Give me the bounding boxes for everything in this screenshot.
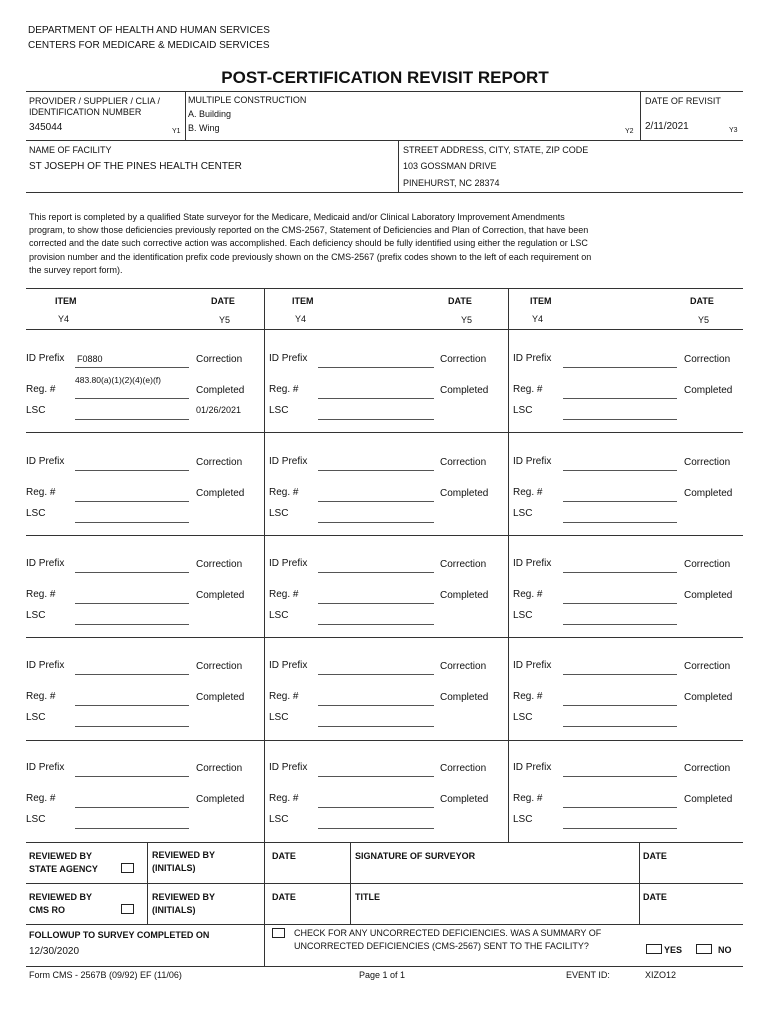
column-date-header: DATE [448,296,472,306]
reg-label: Reg. # [269,589,299,600]
reviewed-by-cms-label-2: CMS RO [29,905,65,915]
reg-field[interactable] [318,705,434,706]
lsc-field[interactable] [563,726,677,727]
y4-code: Y4 [58,314,70,324]
id-prefix-field[interactable] [75,572,189,573]
facility-name-label: NAME OF FACILITY [29,145,112,155]
form-id: Form CMS - 2567B (09/92) EF (11/06) [29,970,182,980]
description-line-1: This report is completed by a qualified State surveyor for the Medicare, Medicaid and/or Clinical Laboratory Improvement Amendments [29,212,565,222]
lsc-field[interactable] [75,828,189,829]
column-date-header: DATE [690,296,714,306]
y2-code: Y2 [625,128,634,135]
provider-id-label-line1: PROVIDER / SUPPLIER / CLIA / [29,96,161,106]
description-line-4: provision number and the identification prefix code previously shown on the CMS-2567 (prefix codes shown to the left of each requirement on [29,251,592,262]
y4-code: Y4 [532,314,544,324]
y1-code: Y1 [172,128,181,135]
reg-label: Reg. # [513,691,543,702]
reg-label: Reg. # [513,793,543,804]
id-prefix-label: ID Prefix [26,660,65,671]
address-line-1[interactable]: 103 GOSSMAN DRIVE [403,161,497,171]
address-label: STREET ADDRESS, CITY, STATE, ZIP CODE [403,145,589,155]
id-prefix-label: ID Prefix [269,762,308,773]
correction-label: Correction [684,763,731,774]
cms-date-label: DATE [272,892,296,902]
reg-label: Reg. # [269,691,299,702]
reg-field[interactable] [318,501,434,502]
reg-label: Reg. # [269,487,299,498]
reg-label: Reg. # [26,487,56,498]
id-prefix-field[interactable] [563,572,677,573]
lsc-label: LSC [513,814,533,825]
reg-field[interactable] [318,398,434,399]
signature-date-label: DATE [643,851,667,861]
lsc-label: LSC [26,712,46,723]
wing-label[interactable]: B. Wing [188,123,220,133]
completed-label: Completed [440,590,489,601]
correction-label: Correction [440,661,487,672]
entry-reg-value[interactable]: 483.80(a)(1)(2)(4)(e)(f) [75,375,161,385]
completed-label: Completed [684,488,733,499]
completed-label: Completed [196,488,245,499]
id-prefix-label: ID Prefix [513,558,552,569]
reg-label: Reg. # [513,487,543,498]
lsc-label: LSC [513,712,533,723]
page-number: Page 1 of 1 [359,970,406,980]
reg-label: Reg. # [269,793,299,804]
lsc-field[interactable] [75,726,189,727]
reg-field[interactable] [318,807,434,808]
reg-label: Reg. # [513,589,543,600]
column-item-header: ITEM [530,296,552,306]
facility-name-value[interactable]: ST JOSEPH OF THE PINES HEALTH CENTER [29,161,242,172]
lsc-label: LSC [269,712,289,723]
provider-id-label-line2: IDENTIFICATION NUMBER [29,107,142,117]
id-prefix-label: ID Prefix [513,456,552,467]
lsc-label: LSC [513,508,533,519]
column-item-header: ITEM [292,296,314,306]
reviewed-cms-initials-label-1: REVIEWED BY [152,892,216,902]
correction-label: Correction [440,763,487,774]
id-prefix-field[interactable] [75,776,189,777]
reg-field[interactable] [563,807,677,808]
lsc-field[interactable] [563,419,677,420]
completed-label: Completed [440,794,489,805]
reg-field[interactable] [563,705,677,706]
id-prefix-label: ID Prefix [26,353,65,364]
completed-label: Completed [440,488,489,499]
reviewed-cms-initials-label-2: (INITIALS) [152,905,196,915]
correction-label: Correction [196,559,243,570]
description-paragraph [29,211,591,277]
lsc-field[interactable] [563,828,677,829]
reg-label: Reg. # [513,384,543,395]
address-line-2[interactable]: PINEHURST, NC 28374 [403,178,500,188]
reg-field[interactable] [75,501,189,502]
event-id-label: EVENT ID: [566,970,610,980]
agency-line-2: CENTERS FOR MEDICARE & MEDICAID SERVICES [28,40,270,51]
reg-label: Reg. # [26,384,56,395]
completed-label: Completed [196,692,245,703]
reg-label: Reg. # [26,691,56,702]
building-label[interactable]: A. Building [188,109,232,119]
y5-code: Y5 [461,315,473,325]
correction-label: Correction [196,661,243,672]
y4-code: Y4 [295,314,307,324]
lsc-field[interactable] [563,624,677,625]
reg-field[interactable] [75,807,189,808]
id-prefix-label: ID Prefix [269,456,308,467]
reg-field[interactable] [75,603,189,604]
id-prefix-label: ID Prefix [269,660,308,671]
completed-label: Completed [684,794,733,805]
followup-value[interactable]: 12/30/2020 [29,946,80,957]
correction-label: Correction [196,763,243,774]
event-id-value: XIZO12 [645,970,677,980]
lsc-label: LSC [26,405,46,416]
id-prefix-label: ID Prefix [269,558,308,569]
correction-label: Correction [440,559,487,570]
uncorrected-deficiencies-checkbox[interactable] [272,928,285,938]
lsc-label: LSC [513,610,533,621]
completed-label: Completed [684,590,733,601]
completed-label: Completed [440,385,489,396]
reviewed-by-state-agency-label-2: STATE AGENCY [29,864,98,874]
id-prefix-field[interactable] [563,776,677,777]
id-prefix-label: ID Prefix [513,353,552,364]
id-prefix-field[interactable] [563,674,677,675]
page-title: POST-CERTIFICATION REVISIT REPORT [221,68,549,87]
no-checkbox[interactable] [696,944,712,954]
lsc-label: LSC [269,405,289,416]
reg-label: Reg. # [269,384,299,395]
id-prefix-label: ID Prefix [269,353,308,364]
id-prefix-field[interactable] [318,776,434,777]
id-prefix-label: ID Prefix [26,456,65,467]
description-line-2: program, to show those deficiencies previously reported on the CMS-2567, Statement of Deficiencies and Plan of Correction, that have been [29,225,589,236]
description-line-5: the survey report form). [29,264,123,275]
agency-line-1: DEPARTMENT OF HEALTH AND HUMAN SERVICES [28,25,270,36]
lsc-field[interactable] [75,419,189,420]
lsc-label: LSC [513,405,533,416]
date-of-revisit-value[interactable]: 2/11/2021 [645,121,689,132]
uncorrected-check-line-2: UNCORRECTED DEFICIENCIES (CMS-2567) SENT TO THE FACILITY? [294,941,589,951]
lsc-label: LSC [269,508,289,519]
id-prefix-label: ID Prefix [26,762,65,773]
title-date-label: DATE [643,892,667,902]
id-prefix-field[interactable] [75,470,189,471]
date-of-revisit-label: DATE OF REVISIT [645,96,721,106]
lsc-label: LSC [26,610,46,621]
state-agency-checkbox[interactable] [121,863,134,873]
followup-label: FOLLOWUP TO SURVEY COMPLETED ON [29,930,210,940]
lsc-field[interactable] [318,726,434,727]
id-prefix-field[interactable] [318,470,434,471]
correction-label: Correction [684,661,731,672]
lsc-field[interactable] [75,522,189,523]
correction-label: Correction [196,354,243,365]
reg-field[interactable] [318,603,434,604]
reviewed-initials-label-1: REVIEWED BY [152,850,216,860]
lsc-field[interactable] [75,624,189,625]
y5-code: Y5 [698,315,710,325]
correction-label: Correction [196,457,243,468]
signature-of-surveyor-label: SIGNATURE OF SURVEYOR [355,851,476,861]
id-prefix-field[interactable] [318,572,434,573]
completed-label: Completed [196,590,245,601]
reg-field[interactable] [563,398,677,399]
no-label: NO [718,945,732,955]
state-date-label: DATE [272,851,296,861]
lsc-label: LSC [26,814,46,825]
id-prefix-label: ID Prefix [513,762,552,773]
lsc-field[interactable] [318,419,434,420]
lsc-label: LSC [26,508,46,519]
id-prefix-field[interactable] [318,674,434,675]
reviewed-by-state-agency-label-1: REVIEWED BY [29,851,93,861]
description-line-3: corrected and the date such corrective action was accomplished. Each deficiency should be fully identified using either the regulation or LSC [29,238,588,249]
reg-field[interactable] [563,603,677,604]
column-item-header: ITEM [55,296,77,306]
multiple-construction-label: MULTIPLE CONSTRUCTION [188,95,307,105]
uncorrected-check-line-1: CHECK FOR ANY UNCORRECTED DEFICIENCIES. WAS A SUMMARY OF [294,928,602,938]
reviewed-initials-label-2: (INITIALS) [152,863,196,873]
reg-field[interactable] [563,501,677,502]
provider-id-value[interactable]: 345044 [29,122,63,133]
id-prefix-label: ID Prefix [513,660,552,671]
reg-field[interactable] [75,398,189,399]
id-prefix-field[interactable] [563,367,677,368]
completed-label: Completed [196,385,245,396]
correction-label: Correction [684,354,731,365]
title-label: TITLE [355,892,380,902]
reg-field[interactable] [75,705,189,706]
lsc-field[interactable] [318,522,434,523]
lsc-field[interactable] [563,522,677,523]
y3-code: Y3 [729,127,738,134]
yes-checkbox[interactable] [646,944,662,954]
id-prefix-label: ID Prefix [26,558,65,569]
entry-id-prefix-value[interactable]: F0880 [77,354,103,364]
id-prefix-field[interactable] [318,367,434,368]
reg-label: Reg. # [26,589,56,600]
correction-label: Correction [684,559,731,570]
yes-label: YES [664,945,683,955]
completed-label: Completed [684,692,733,703]
entry-completed-date[interactable]: 01/26/2021 [196,405,242,415]
lsc-label: LSC [269,814,289,825]
correction-label: Correction [440,457,487,468]
lsc-field[interactable] [318,828,434,829]
reviewed-by-cms-label-1: REVIEWED BY [29,892,93,902]
completed-label: Completed [684,385,733,396]
completed-label: Completed [440,692,489,703]
column-date-header: DATE [211,296,235,306]
id-prefix-field[interactable] [563,470,677,471]
id-prefix-field[interactable] [75,674,189,675]
reg-label: Reg. # [26,793,56,804]
id-prefix-field[interactable] [75,367,189,368]
y5-code: Y5 [219,315,231,325]
lsc-label: LSC [269,610,289,621]
correction-label: Correction [440,354,487,365]
correction-label: Correction [684,457,731,468]
cms-ro-checkbox[interactable] [121,904,134,914]
completed-label: Completed [196,794,245,805]
lsc-field[interactable] [318,624,434,625]
